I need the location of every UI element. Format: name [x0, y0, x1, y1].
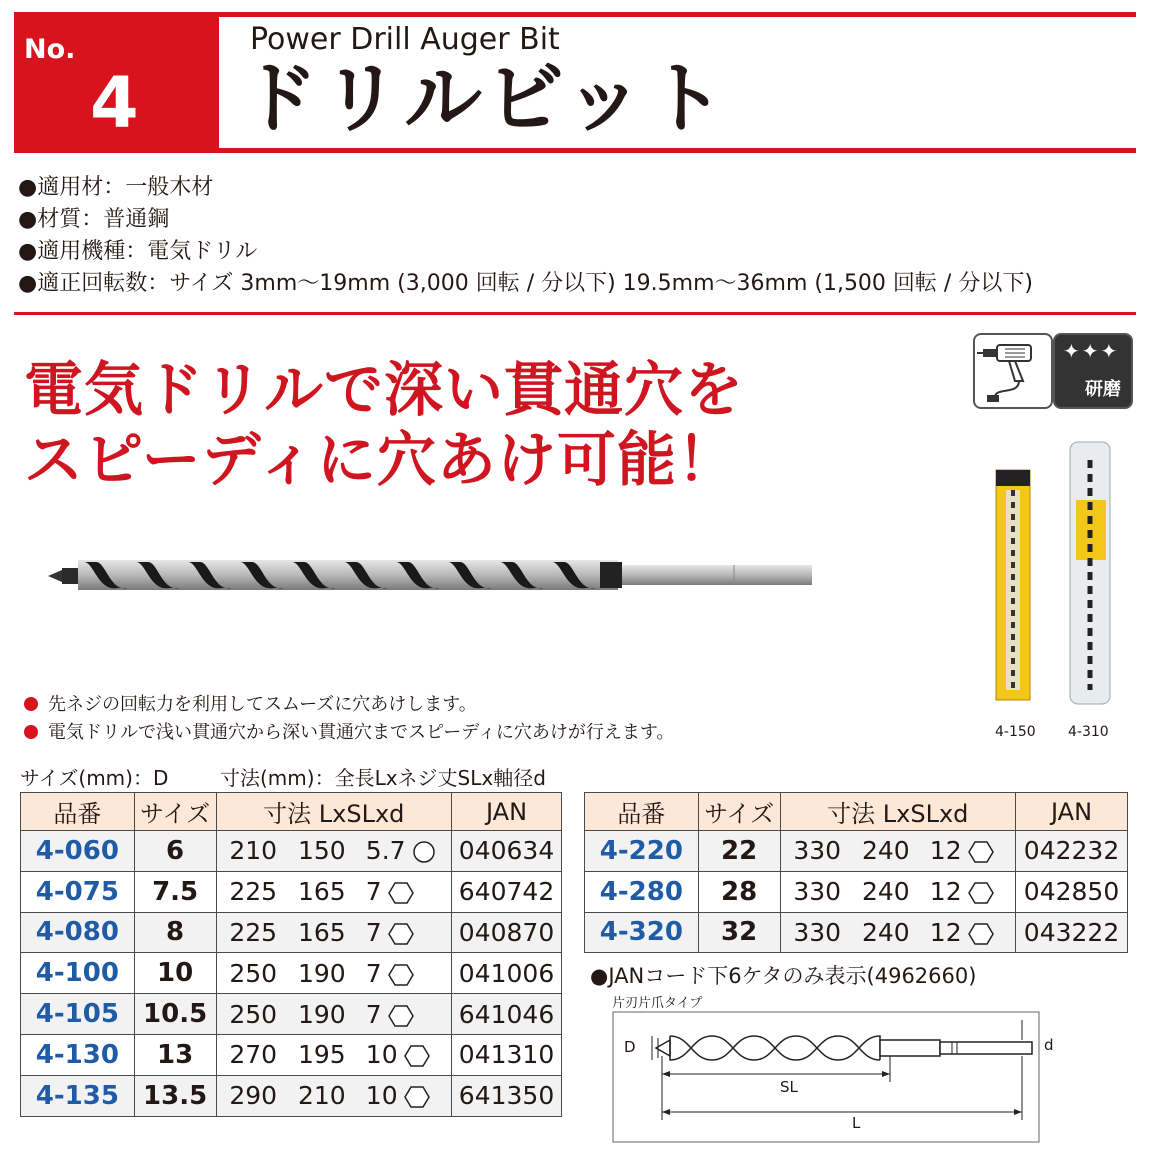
table-row: [21, 1075, 562, 1116]
shank-diameter-value: 7: [365, 877, 382, 907]
jan-note: ●JANコード下6ケタのみ表示(4962660): [590, 964, 977, 988]
length-value: 270: [216, 1034, 290, 1075]
spec-table-right: [584, 792, 1128, 953]
power-drill-icon: [973, 333, 1053, 409]
spec-rotation: ●適正回転数：サイズ 3mm〜19mm (3,000 回転 / 分以下) 19.5mm〜36mm (1,500 回転 / 分以下): [18, 271, 1033, 296]
product-code: 4-135: [21, 1075, 135, 1116]
col-dims: 寸法 LxSLxd: [216, 793, 451, 831]
bullet-icon: [24, 725, 38, 739]
jan-value: 641046: [452, 994, 562, 1035]
screw-length-value: 165: [290, 912, 354, 953]
product-code: 4-320: [585, 912, 699, 953]
shank-diameter-value: 7: [365, 999, 382, 1029]
length-value: 210: [216, 831, 290, 872]
jan-value: 640742: [452, 871, 562, 912]
col-size: サイズ: [698, 793, 780, 831]
hex-shank-icon: [388, 922, 414, 946]
length-value: 250: [216, 994, 290, 1035]
hex-shank-icon: [388, 881, 414, 905]
table-row: [21, 871, 562, 912]
diagram-label-d: d: [1044, 1036, 1054, 1054]
note-2: [24, 718, 674, 744]
size-value: 22: [698, 831, 780, 872]
dimension-diagram: [612, 1010, 1042, 1144]
english-title: Power Drill Auger Bit: [250, 22, 560, 57]
table-row: [585, 831, 1128, 872]
diagram-label-D: D: [624, 1038, 636, 1056]
shank-diameter-value: 12: [929, 836, 962, 866]
hex-shank-icon: [968, 922, 994, 946]
diagram-title: 片刃片爪タイプ: [612, 996, 703, 1011]
shank-cell: [354, 1075, 452, 1116]
section-divider: [14, 312, 1136, 315]
length-value: 330: [780, 831, 854, 872]
shank-cell: [354, 953, 452, 994]
size-value: 8: [134, 912, 216, 953]
size-value: 10: [134, 953, 216, 994]
grinding-label: 研磨: [1085, 379, 1121, 400]
jan-value: 041006: [452, 953, 562, 994]
col-dims: 寸法 LxSLxd: [780, 793, 1016, 831]
size-value: 13.5: [134, 1075, 216, 1116]
table-row: [21, 994, 562, 1035]
size-value: 28: [698, 871, 780, 912]
table-row: [21, 912, 562, 953]
hex-shank-icon: [404, 1085, 430, 1109]
product-number-label: No.: [24, 34, 76, 65]
table-row: [585, 871, 1128, 912]
shank-cell: [354, 871, 452, 912]
size-value: 6: [134, 831, 216, 872]
note-1: [24, 690, 477, 716]
spec-material-use: ●適用材：一般木材: [18, 175, 214, 200]
shank-cell: [354, 994, 452, 1035]
length-value: 290: [216, 1075, 290, 1116]
hex-shank-icon: [388, 1004, 414, 1028]
product-code: 4-130: [21, 1034, 135, 1075]
col-jan: JAN: [452, 793, 562, 831]
spec-material: ●材質：普通鋼: [18, 207, 170, 232]
screw-length-value: 240: [854, 912, 918, 953]
size-value: 32: [698, 912, 780, 953]
page-title: ドリルビット: [240, 54, 729, 144]
bullet-icon: [24, 697, 38, 711]
shank-cell: [918, 912, 1016, 953]
headline-line2: スピーディに穴あけ可能！: [24, 425, 737, 494]
note-1-text: 先ネジの回転力を利用してスムーズに穴あけします。: [48, 694, 477, 715]
col-jan: JAN: [1016, 793, 1128, 831]
screw-length-value: 240: [854, 831, 918, 872]
diagram-label-SL: SL: [780, 1078, 798, 1096]
jan-value: 641350: [452, 1075, 562, 1116]
shank-cell: [354, 831, 452, 872]
grinding-icon: [1053, 333, 1133, 409]
product-number: 4: [90, 62, 139, 144]
product-code: 4-105: [21, 994, 135, 1035]
length-value: 225: [216, 871, 290, 912]
shank-diameter-value: 7: [365, 958, 382, 988]
screw-length-value: 210: [290, 1075, 354, 1116]
note-2-text: 電気ドリルで浅い貫通穴から深い貫通穴までスピーディに穴あけが行えます。: [48, 722, 675, 743]
jan-value: 040634: [452, 831, 562, 872]
screw-length-value: 190: [290, 994, 354, 1035]
round-shank-icon: [412, 840, 436, 864]
dims-legend: 寸法(mm)：全長Lxネジ丈SLx軸径d: [220, 766, 546, 790]
shank-diameter-value: 5.7: [365, 836, 406, 866]
product-number-block: [14, 12, 219, 153]
product-code: 4-220: [585, 831, 699, 872]
sparkle-icon: ✦✦✦: [1063, 339, 1120, 363]
shank-diameter-value: 12: [929, 877, 962, 907]
hex-shank-icon: [968, 881, 994, 905]
spec-machine: ●適用機種：電気ドリル: [18, 239, 258, 264]
screw-length-value: 240: [854, 871, 918, 912]
jan-value: 041310: [452, 1034, 562, 1075]
shank-cell: [354, 1034, 452, 1075]
hex-shank-icon: [388, 963, 414, 987]
package-photos: [990, 440, 1130, 715]
table-row: [21, 831, 562, 872]
size-value: 10.5: [134, 994, 216, 1035]
spec-table-left: [20, 792, 562, 1117]
table-row: [585, 912, 1128, 953]
product-code: 4-100: [21, 953, 135, 994]
jan-value: 040870: [452, 912, 562, 953]
screw-length-value: 150: [290, 831, 354, 872]
hex-shank-icon: [404, 1044, 430, 1068]
diagram-label-L: L: [852, 1114, 861, 1132]
product-code: 4-080: [21, 912, 135, 953]
length-value: 250: [216, 953, 290, 994]
shank-diameter-value: 10: [365, 1081, 398, 1111]
table-row: [21, 1034, 562, 1075]
shank-diameter-value: 7: [365, 917, 382, 947]
shank-diameter-value: 12: [929, 917, 962, 947]
screw-length-value: 190: [290, 953, 354, 994]
headline-line1: 電気ドリルで深い貫通穴を: [24, 355, 745, 424]
jan-value: 043222: [1016, 912, 1128, 953]
shank-cell: [918, 831, 1016, 872]
package-label-4-150: 4-150: [995, 724, 1036, 740]
shank-cell: [354, 912, 452, 953]
hex-shank-icon: [968, 840, 994, 864]
jan-value: 042232: [1016, 831, 1128, 872]
product-code: 4-075: [21, 871, 135, 912]
table-row: [21, 953, 562, 994]
col-code: 品番: [21, 793, 135, 831]
col-code: 品番: [585, 793, 699, 831]
shank-diameter-value: 10: [365, 1040, 398, 1070]
screw-length-value: 195: [290, 1034, 354, 1075]
length-value: 330: [780, 912, 854, 953]
auger-bit-image: [44, 548, 816, 604]
length-value: 330: [780, 871, 854, 912]
screw-length-value: 165: [290, 871, 354, 912]
col-size: サイズ: [134, 793, 216, 831]
package-label-4-310: 4-310: [1068, 724, 1109, 740]
size-value: 13: [134, 1034, 216, 1075]
product-code: 4-060: [21, 831, 135, 872]
size-legend: サイズ(mm)：D: [20, 766, 169, 790]
product-code: 4-280: [585, 871, 699, 912]
length-value: 225: [216, 912, 290, 953]
shank-cell: [918, 871, 1016, 912]
jan-value: 042850: [1016, 871, 1128, 912]
size-value: 7.5: [134, 871, 216, 912]
